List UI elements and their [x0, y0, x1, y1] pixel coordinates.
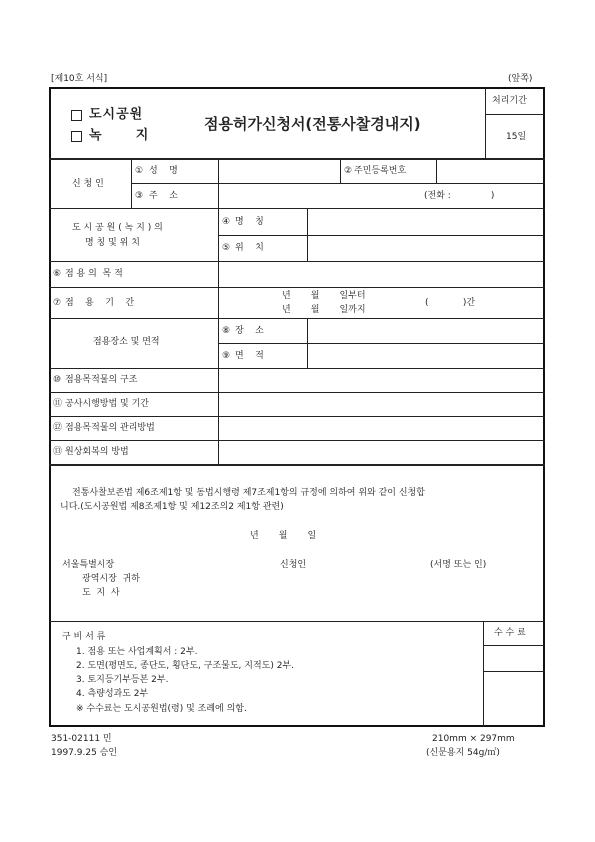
fee-divider	[483, 621, 484, 727]
col-line	[340, 158, 341, 183]
restoration-label: 원상회복의 방법	[65, 447, 129, 457]
period-divider	[485, 87, 486, 158]
processing-period-value: 15일	[506, 132, 527, 142]
footer-approval: 1997.9.25 승인	[51, 748, 118, 758]
statement-line2: 니다.(도시공원법 제8조제1항 및 제12조의2 제1항 관련)	[60, 502, 284, 512]
recipient-seoul: 서울특별시장	[62, 560, 115, 570]
construction-label: 공사시행방법 및 기간	[65, 399, 149, 409]
option-green-area: 녹 지	[89, 128, 150, 143]
row-line	[49, 287, 545, 288]
sign-or-seal: (서명 또는 인)	[430, 560, 487, 570]
recipient-province: 도 지 사	[82, 588, 120, 598]
num-8: ⑧	[222, 326, 231, 336]
purpose-field[interactable]	[219, 262, 544, 287]
period-to: 년 월 일까지	[282, 305, 366, 315]
recipient-metro: 광역시장 귀하	[82, 574, 140, 584]
period-label: 점 용 기 간	[65, 298, 135, 308]
num-7: ⑦	[53, 298, 62, 308]
management-label: 점용목적물의 관리방법	[65, 423, 155, 433]
document-item: 4. 측량성과도 2부	[76, 689, 149, 699]
park-label-line2: 명 칭 및 위 치	[85, 238, 140, 248]
period-line	[485, 114, 545, 115]
name-label: 성 명	[149, 166, 178, 176]
num-10: ⑩	[53, 375, 62, 385]
num-11: ⑪	[53, 399, 63, 409]
place-field[interactable]	[308, 319, 544, 343]
paper-type: (신문용지 54g/㎡)	[426, 748, 500, 758]
period-duration: ( )간	[425, 298, 476, 308]
num-4: ④	[222, 217, 231, 227]
statement-line1: 전통사찰보존법 제6조제1항 및 동법시행령 제7조제1항의 규정에 의하여 위와 같이 신청합	[72, 488, 425, 498]
document-item: 1. 점용 또는 사업계획서 : 2부.	[76, 647, 198, 657]
num-13: ⑬	[53, 447, 63, 457]
structure-field[interactable]	[219, 369, 544, 392]
restoration-field[interactable]	[219, 441, 544, 464]
num-9: ⑨	[222, 351, 231, 361]
table-bottom-line	[49, 464, 545, 466]
fee-note: ※ 수수료는 도시공원법(령) 및 조례에 의함.	[76, 704, 247, 714]
num-2: ②	[344, 166, 353, 176]
resident-number-label: 주민등록번호	[354, 166, 407, 176]
checkbox-city-park[interactable]	[71, 110, 82, 121]
construction-field[interactable]	[219, 393, 544, 416]
processing-period-label: 처리기간	[492, 96, 527, 106]
fee-label: 수 수 료	[494, 628, 526, 638]
fee-field[interactable]	[484, 646, 544, 671]
management-field[interactable]	[219, 417, 544, 440]
phone-label: (전화 : )	[424, 191, 495, 201]
fee-line	[483, 671, 545, 672]
checkbox-green-area[interactable]	[71, 131, 82, 142]
name-field[interactable]	[219, 159, 340, 183]
purpose-label: 점 용 의 목 적	[65, 269, 123, 279]
area-field[interactable]	[308, 344, 544, 368]
applicant-section-label: 신 청 인	[72, 179, 104, 189]
address-label: 주 소	[149, 191, 178, 201]
col-line	[131, 158, 132, 208]
park-name-label: 명 칭	[235, 217, 264, 227]
num-5: ⑤	[222, 243, 231, 253]
documents-title: 구 비 서 류	[62, 632, 106, 642]
place-label: 장 소	[235, 326, 264, 336]
form-number: [제10호 서식]	[51, 74, 108, 84]
num-6: ⑥	[53, 269, 62, 279]
park-label-line1: 도 시 공 원 ( 녹 지 ) 의	[72, 223, 163, 233]
document-item: 3. 토지등기부등본 2부.	[76, 675, 169, 685]
page-side: (앞쪽)	[508, 74, 533, 84]
documents-top-line	[49, 621, 545, 622]
document-item: 2. 도면(평면도, 종단도, 횡단도, 구조물도, 지적도) 2부.	[76, 661, 294, 671]
park-name-field[interactable]	[308, 209, 544, 235]
footer-code: 351-02111 민	[51, 734, 112, 744]
resident-number-field[interactable]	[437, 159, 543, 183]
num-3: ③	[135, 191, 144, 201]
num-1: ①	[135, 166, 144, 176]
applicant-signature-label: 신청인	[280, 560, 307, 570]
paper-size: 210mm × 297mm	[432, 734, 515, 744]
period-from: 년 월 일부터	[282, 291, 366, 301]
num-12: ⑫	[53, 423, 63, 433]
place-area-label: 점용장소 및 면적	[93, 337, 160, 347]
option-city-park: 도시공원	[89, 107, 144, 122]
park-location-field[interactable]	[308, 236, 544, 261]
address-field[interactable]	[219, 184, 419, 208]
form-title: 점용허가신청서(전통사찰경내지)	[204, 115, 421, 133]
application-date: 년 월 일	[250, 531, 317, 541]
park-location-label: 위 치	[235, 243, 264, 253]
structure-label: 점용목적물의 구조	[65, 375, 138, 385]
area-label: 면 적	[235, 351, 264, 361]
